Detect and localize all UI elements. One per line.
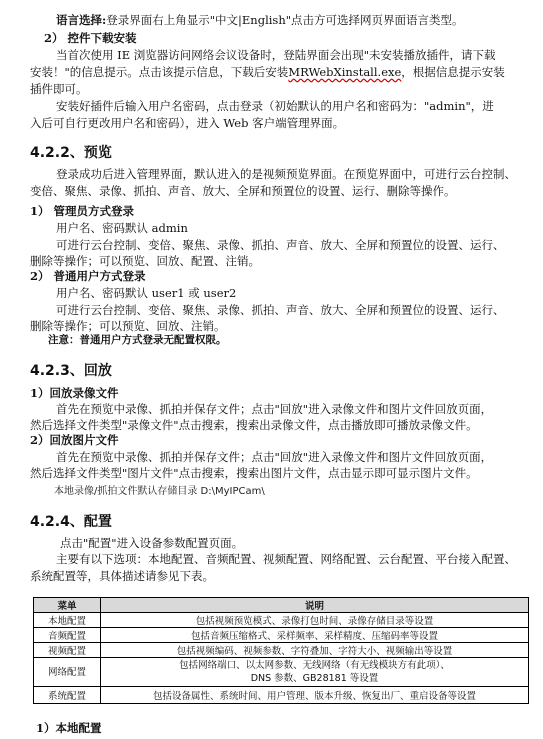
table-cell-description: 包括视频预览模式、录像打包时间、录像存储目录等设置 [101, 613, 529, 628]
table-row [34, 643, 529, 658]
table-cell-description [101, 658, 529, 687]
user-login-heading: 2） 普通用户方式登录 [30, 269, 146, 283]
section-playback-heading: 4.2.3、回放 [30, 363, 112, 379]
table-header-menu: 菜单 [34, 598, 101, 613]
login-para-line2: 入后可自行更改用户名和密码），进入 Web 客户端管理界面。 [30, 116, 345, 130]
admin-ops-line2: 删除等操作；可以预览、回放、配置、注销。 [30, 254, 260, 268]
install-para-line2 [30, 64, 505, 80]
config-intro: 点击"配置"进入设备参数配置页面。 [60, 536, 244, 550]
section-preview-heading: 4.2.2、预览 [30, 145, 112, 161]
install-para-text2: ，根据信息提示安装 [401, 65, 505, 79]
table-header-row [34, 598, 529, 613]
playback-picture-line1: 首先在预览中录像、抓拍并保存文件；点击"回放"进入录像文件和图片文件回放页面， [56, 450, 493, 464]
table-cell-description: 包括视频编码、视频参数、字符叠加、字符大小、视频输出等设置 [101, 643, 529, 658]
installer-filename: MRWebXinstall.exe [288, 65, 402, 79]
login-para-line1: 安装好插件后输入用户名密码，点击登录（初始默认的用户名和密码为："admin"，进 [56, 99, 494, 113]
preview-intro-line1: 登录成功后进入管理界面，默认进入的是视频预览界面。在预览界面中，可进行云台控制、 [56, 167, 516, 181]
language-select-text: 登录界面右上角显示"中文|English"点击方可选择网页界面语言类型。 [106, 13, 464, 27]
table-cell-line: 包括网络端口、以太网参数、无线网络（有无线模块方有此项）、 [179, 660, 450, 671]
playback-picture-heading: 2）回放图片文件 [30, 433, 119, 447]
language-select-line [56, 12, 464, 28]
table-header-description: 说明 [101, 598, 529, 613]
install-para-line3: 插件即可。 [30, 82, 88, 96]
install-para-text: 安装！"的信息提示。点击该提示信息，下载后安装 [30, 65, 289, 79]
admin-ops-line1: 可进行云台控制、变倍、聚焦、录像、抓拍、声音、放大、全屏和预置位的设置、运行、 [56, 238, 505, 252]
table-row [34, 628, 529, 643]
table-cell-menu: 系统配置 [34, 687, 101, 704]
table-row [34, 658, 529, 687]
table-cell-menu: 视频配置 [34, 643, 101, 658]
table-cell-description: 包括设备属性、系统时间、用户管理、版本升级、恢复出厂、重启设备等设置 [101, 687, 529, 704]
install-para-line1: 当首次使用 IE 浏览器访问网络会议设备时，登陆界面会出现"未安装播放插件，请下载 [56, 48, 496, 62]
config-options-line1: 主要有以下选项：本地配置、音频配置、视频配置、网络配置、云台配置、平台接入配置、 [56, 552, 516, 566]
table-row [34, 687, 529, 704]
section-config-heading: 4.2.4、配置 [30, 514, 112, 530]
table-cell-line: DNS 参数、GB28181 等设置 [250, 673, 379, 684]
table-cell-menu: 网络配置 [34, 658, 101, 687]
table-row [34, 613, 529, 628]
playback-video-line2: 然后选择文件类型"录像文件"点击搜索，搜索出录像文件，点击播放即可播放录像文件。 [30, 418, 478, 432]
admin-credentials: 用户名、密码默认 admin [56, 221, 188, 235]
user-ops-line2: 删除等操作；可以预览、回放、注销。 [30, 319, 226, 333]
config-options-line2: 系统配置等，具体描述请参见下表。 [30, 569, 214, 583]
preview-intro-line2: 变倍、聚焦、录像、抓拍、声音、放大、全屏和预置位的设置、运行、删除等操作。 [30, 184, 456, 198]
table-cell-description: 包括音频压缩格式、采样频率、采样精度、压缩码率等设置 [101, 628, 529, 643]
storage-path-note: 本地录像/抓拍文件默认存储目录 D:\MyIPCam\ [54, 486, 265, 497]
playback-video-heading: 1）回放录像文件 [30, 386, 119, 400]
local-config-heading: 1）本地配置 [36, 721, 102, 735]
language-select-label: 语言选择: [56, 13, 107, 27]
playback-video-line1: 首先在预览中录像、抓拍并保存文件；点击"回放"进入录像文件和图片文件回放页面， [56, 402, 493, 416]
user-ops-line1: 可进行云台控制、变倍、聚焦、录像、抓拍、声音、放大、全屏和预置位的设置、运行、 [56, 303, 505, 317]
user-credentials: 用户名、密码默认 user1 或 user2 [56, 286, 237, 300]
playback-picture-line2: 然后选择文件类型"图片文件"点击搜索，搜索出图片文件，点击显示即可显示图片文件。 [30, 466, 478, 480]
admin-login-heading: 1） 管理员方式登录 [30, 204, 135, 218]
permission-note: 注意：普通用户方式登录无配置权限。 [48, 334, 227, 346]
table-cell-menu: 本地配置 [34, 613, 101, 628]
config-menu-table [33, 597, 529, 704]
table-cell-menu: 音频配置 [34, 628, 101, 643]
control-install-heading: 2） 控件下载安装 [44, 31, 137, 45]
